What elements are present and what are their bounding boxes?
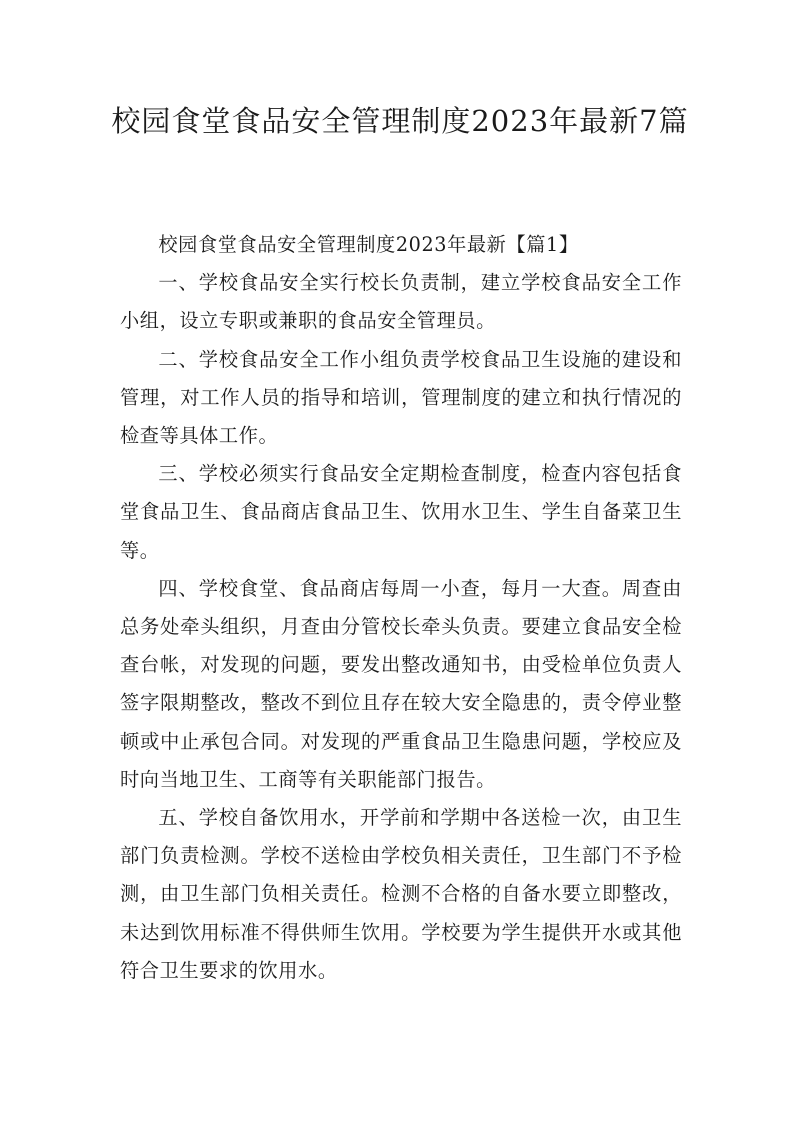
section-heading: 校园食堂食品安全管理制度2023年最新【篇1】 bbox=[158, 233, 579, 256]
paragraph-3: 三、学校必须实行食品安全定期检查制度，检查内容包括食堂食品卫生、食品商店食品卫生、饮用水卫生、学生自备菜卫生等。 bbox=[120, 462, 682, 562]
paragraph-5: 五、学校自备饮用水，开学前和学期中各送检一次，由卫生部门负责检测。学校不送检由学校负相关责任，卫生部门不予检测，由卫生部门负相关责任。检测不合格的自备水要立即整改，未达到饮用标准不得供师生饮用。学校要为学生提供开水或其他符合卫生要求的饮用水。 bbox=[120, 806, 682, 982]
paragraph-1: 一、学校食品安全实行校长负责制，建立学校食品安全工作小组，设立专职或兼职的食品安全管理员。 bbox=[120, 271, 682, 333]
paragraph-2: 二、学校食品安全工作小组负责学校食品卫生设施的建设和管理，对工作人员的指导和培训，管理制度的建立和执行情况的检查等具体工作。 bbox=[120, 347, 682, 448]
document-body bbox=[120, 226, 682, 990]
document-title: 校园食堂食品安全管理制度2023年最新7篇 bbox=[111, 104, 689, 138]
paragraph-4: 四、学校食堂、食品商店每周一小查，每月一大查。周查由总务处牵头组织，月查由分管校长牵头负责。要建立食品安全检查台帐，对发现的问题，要发出整改通知书，由受检单位负责人签字限期整改，整改不到位且存在较大安全隐患的，责令停业整顿或中止承包合同。对发现的严重食品卫生隐患问题，学校应及时向当地卫生、工商等有关职能部门报告。 bbox=[120, 576, 682, 791]
